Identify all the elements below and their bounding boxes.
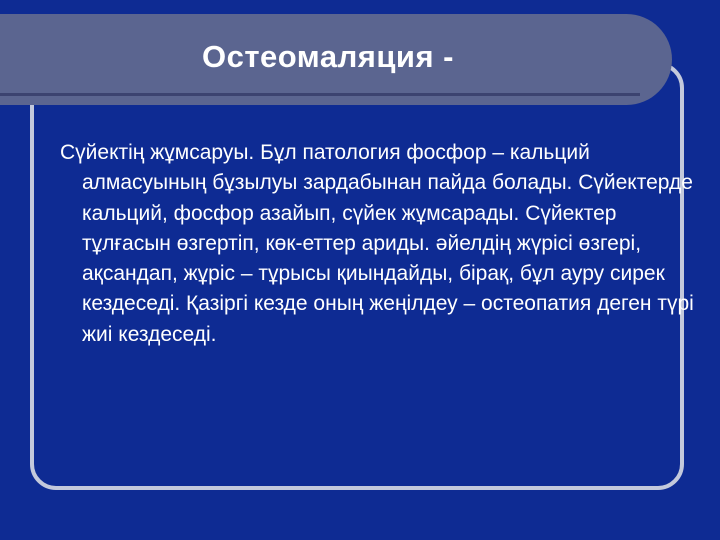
title-underline [0,93,640,96]
slide-title: Остеомаляция - [202,39,454,74]
slide-body-text: Сүйектің жұмсаруы. Бұл патология фосфор – кальций алмасуының бұзылуы зардабынан пайда болады. Сүйектерде кальций, фосфор азайып, сүйек жұмсарады. Сүйектер тұлғасын өзгертіп, көк-еттер ариды. әйелдің жүрісі өзгері, ақсандап, жұріс – тұрысы қиындайды, бірақ, бұл ауру сирек кездеседі. Қазіргі кезде оның жеңілдеу – остеопатия деген түрі жиі кездеседі. [60,141,694,346]
